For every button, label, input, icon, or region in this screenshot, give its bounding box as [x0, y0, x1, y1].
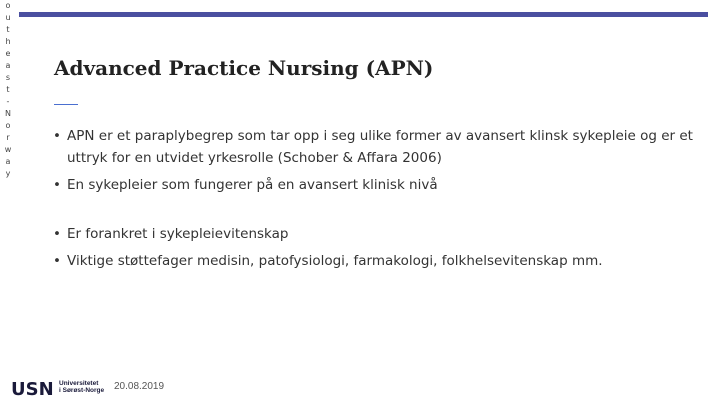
- top-accent-bar: [19, 12, 708, 17]
- logo-line-2: i Sørøst-Norge: [59, 387, 105, 394]
- slide-date: 20.08.2019: [114, 381, 165, 392]
- slide-title: Advanced Practice Nursing (APN): [54, 56, 434, 80]
- bullet-item: • Er forankret i sykepleievitenskap: [52, 223, 702, 245]
- bullet-list: [52, 125, 702, 272]
- usn-logo-icon: [11, 375, 55, 399]
- logo-mark: USN: [11, 379, 54, 399]
- university-logo: [11, 375, 104, 399]
- bullet-item: • APN er et paraplybegrep som tar opp i seg ulike former av avansert klinsk sykepleie og er et uttryk for en utvidet yrkesrolle (Schober & Affara 2006): [52, 125, 702, 169]
- bullet-item: • Viktige støttefager medisin, patofysiologi, farmakologi, folkhelsevitenskap mm.: [52, 250, 702, 272]
- title-underline: [54, 104, 78, 105]
- logo-line-1: Universitetet: [59, 380, 99, 387]
- bullet-item: • En sykepleier som fungerer på en avansert klinisk nivå: [52, 174, 702, 196]
- side-vertical-text: o u t h e a s t - N o r w a y: [4, 1, 12, 178]
